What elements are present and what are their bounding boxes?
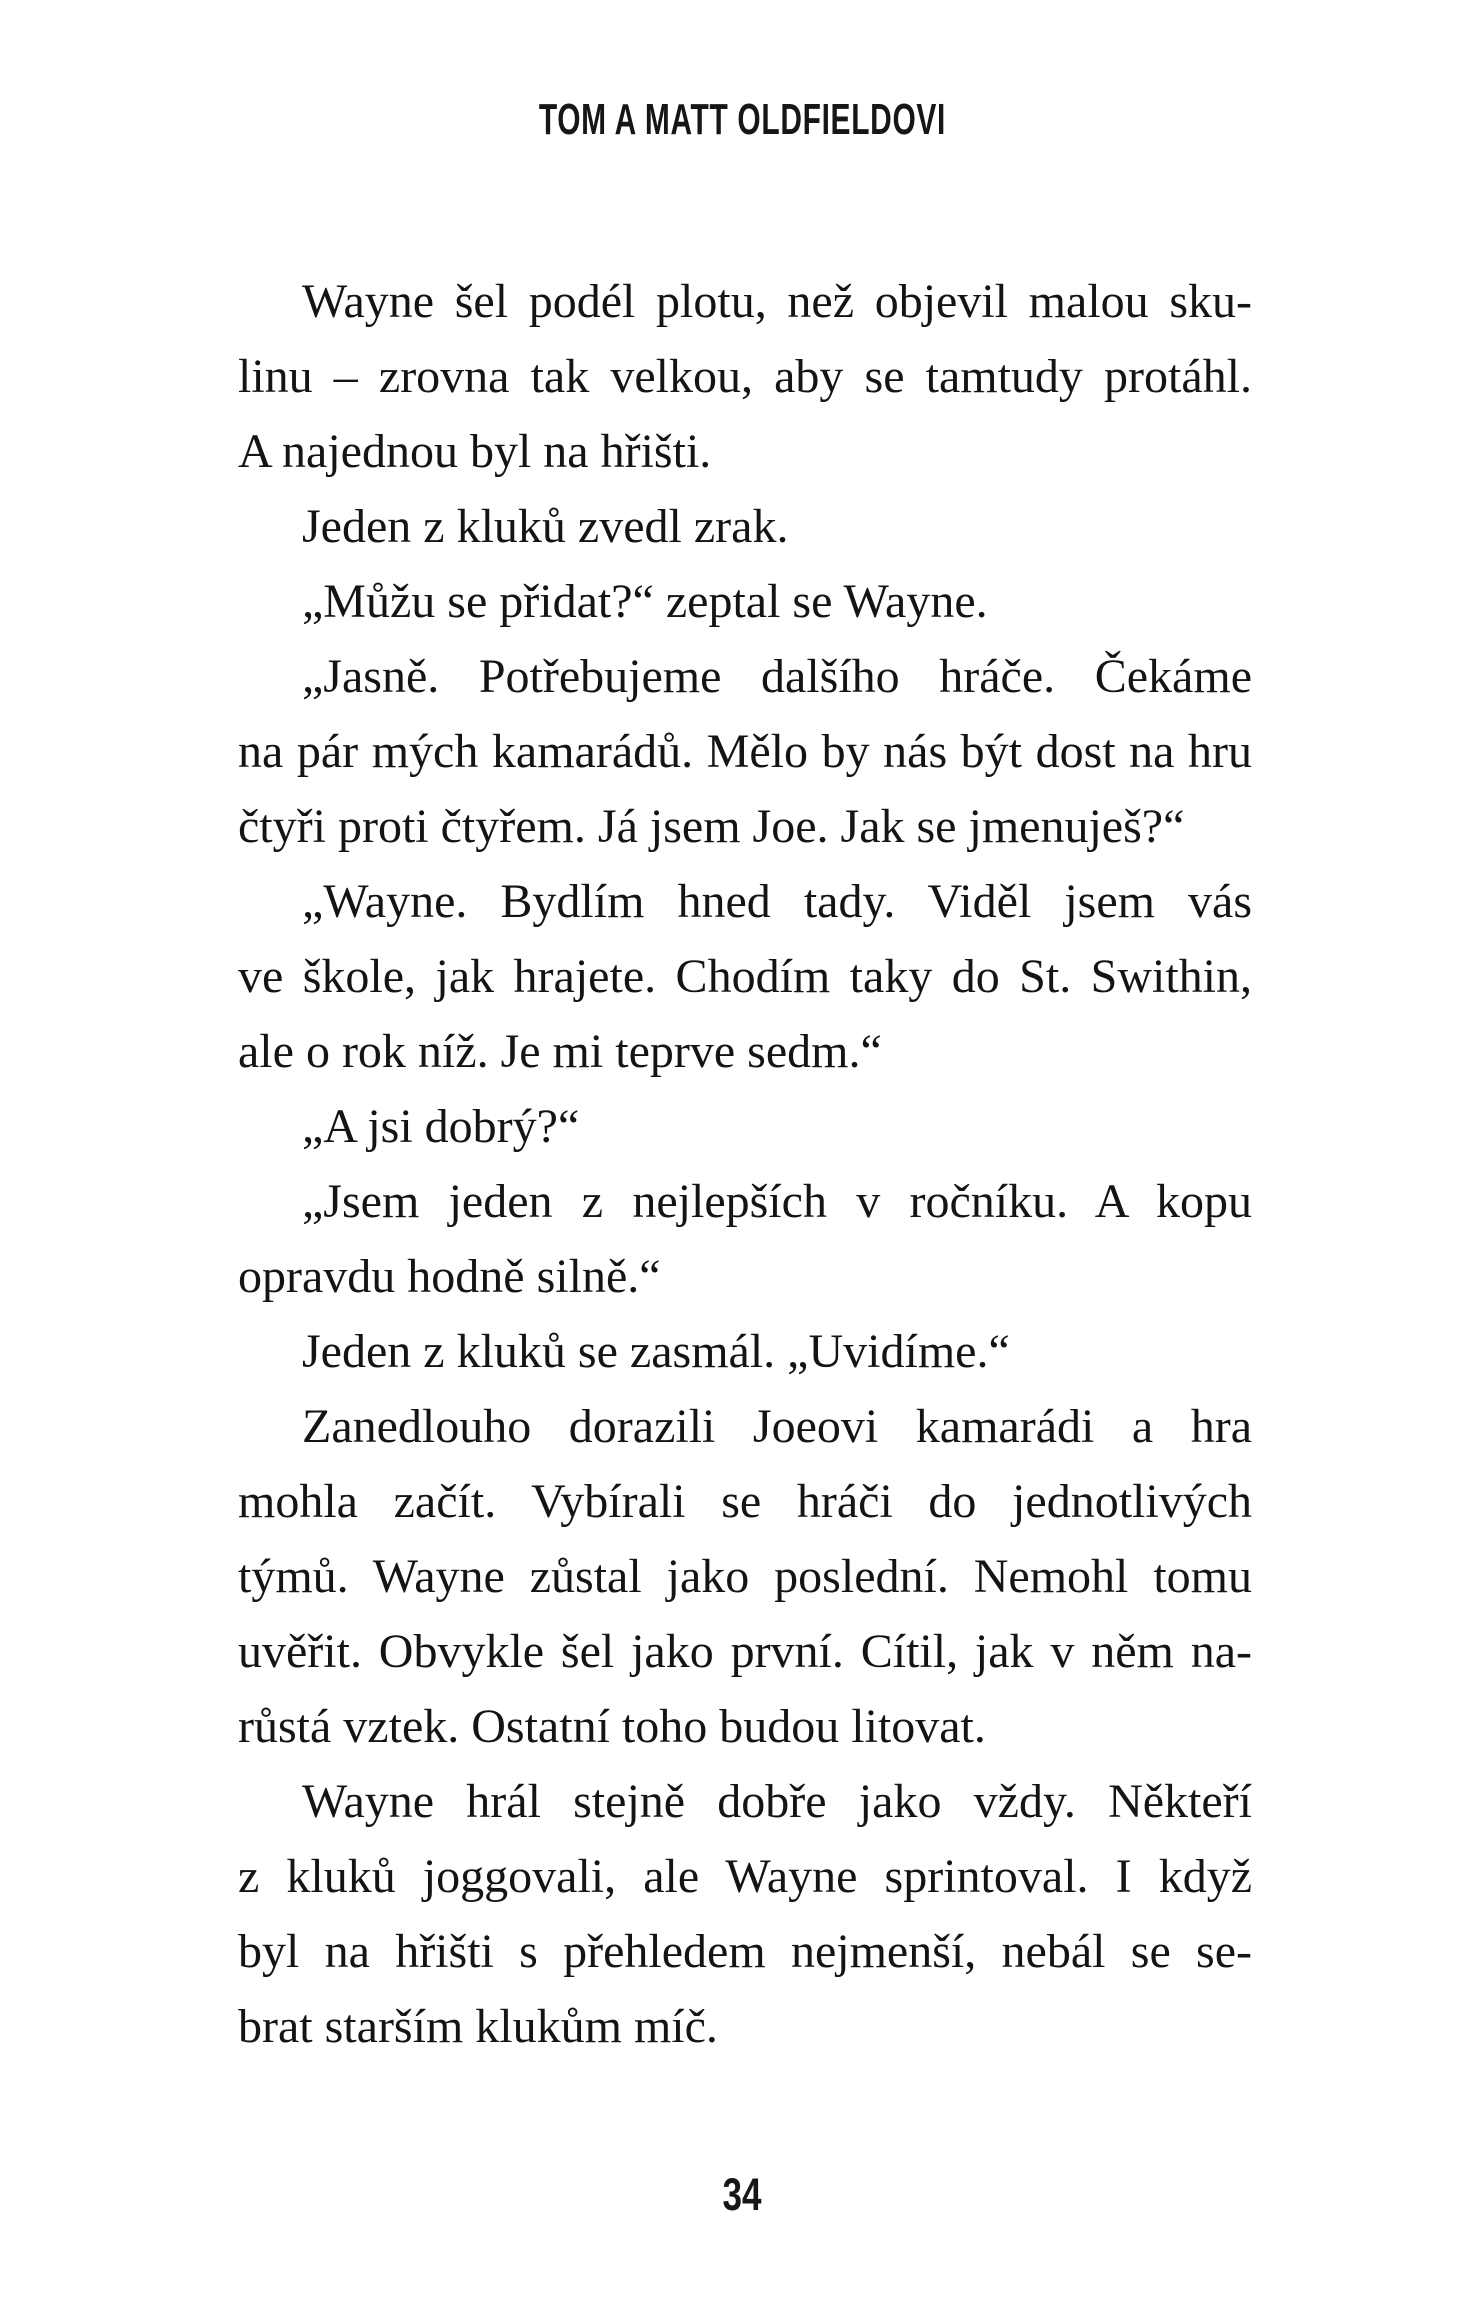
text-line: „Jsem jeden z nejlepších v ročníku. A kopu xyxy=(302,1175,1252,1228)
text-line: na pár mých kamarádů. Mělo by nás být dost na hru xyxy=(238,725,1252,778)
text-line: linu – zrovna tak velkou, aby se tamtudy protáhl. xyxy=(238,350,1252,403)
page-number: 34 xyxy=(722,2169,762,2220)
text-line: Zanedlouho dorazili Joeovi kamarádi a hra xyxy=(302,1400,1252,1453)
page-footer xyxy=(0,2169,1484,2220)
text-line: týmů. Wayne zůstal jako poslední. Nemohl tomu xyxy=(238,1550,1252,1603)
text-line: „Jasně. Potřebujeme dalšího hráče. Čekáme xyxy=(302,650,1252,703)
text-line: Jeden z kluků zvedl zrak. xyxy=(302,500,789,553)
text-line: „Wayne. Bydlím hned tady. Viděl jsem vás xyxy=(302,875,1252,928)
text-line: brat starším klukům míč. xyxy=(238,2000,718,2053)
text-line: byl na hřišti s přehledem nejmenší, nebál se se- xyxy=(238,1925,1252,1978)
text-line: „Můžu se přidat?“ zeptal se Wayne. xyxy=(302,575,988,628)
text-line: čtyři proti čtyřem. Já jsem Joe. Jak se jmenuješ?“ xyxy=(238,800,1185,853)
running-header-title: TOM A MATT OLDFIELDOVI xyxy=(538,95,946,144)
text-line: „A jsi dobrý?“ xyxy=(302,1100,580,1153)
text-line: ve škole, jak hrajete. Chodím taky do St. Swithin, xyxy=(238,950,1252,1003)
text-line: opravdu hodně silně.“ xyxy=(238,1250,661,1303)
running-header xyxy=(0,95,1484,144)
text-line: A najednou byl na hřišti. xyxy=(238,425,712,478)
text-line: mohla začít. Vybírali se hráči do jednotlivých xyxy=(238,1475,1252,1528)
text-line: ale o rok níž. Je mi teprve sedm.“ xyxy=(238,1025,882,1078)
text-line: růstá vztek. Ostatní toho budou litovat. xyxy=(238,1700,986,1753)
page-body xyxy=(238,264,1252,2064)
text-line: z kluků joggovali, ale Wayne sprintoval. I když xyxy=(238,1850,1252,1903)
text-line: Jeden z kluků se zasmál. „Uvidíme.“ xyxy=(302,1325,1010,1378)
text-line: Wayne hrál stejně dobře jako vždy. Někteří xyxy=(302,1775,1252,1828)
text-line: uvěřit. Obvykle šel jako první. Cítil, jak v něm na- xyxy=(238,1625,1252,1678)
text-line: Wayne šel podél plotu, než objevil malou sku- xyxy=(302,275,1252,328)
